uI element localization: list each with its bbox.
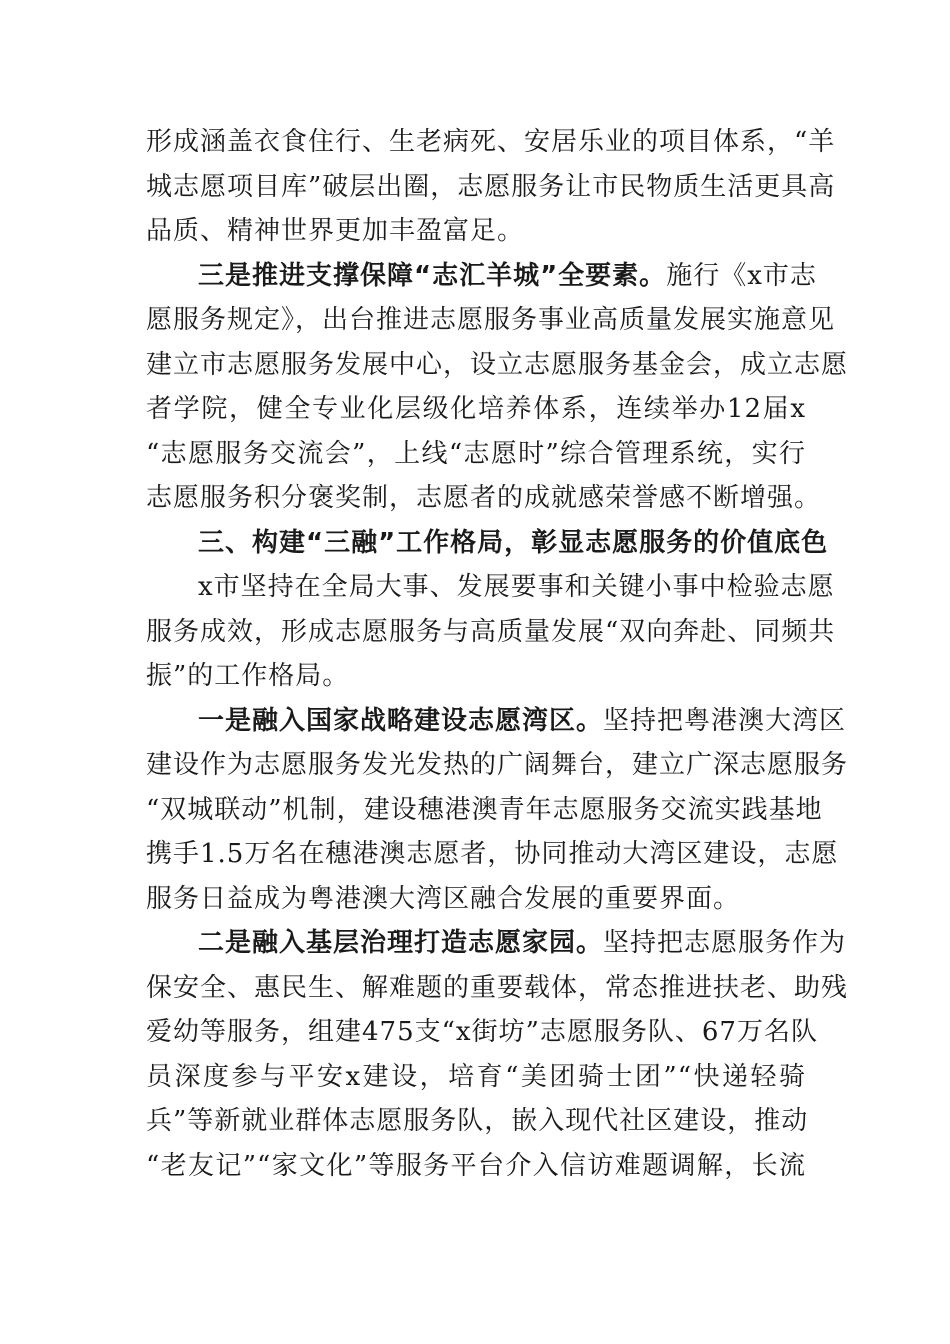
text-run: 坚持把粤港澳大湾区 (603, 705, 847, 736)
text-line: x市坚持在全局大事、发展要事和关键小事中检验志愿 (198, 572, 835, 602)
text-line: “双城联动”机制，建设穗港澳青年志愿服务交流实践基地 (146, 794, 823, 825)
body-text (146, 120, 849, 1188)
text-line: “老友记”“家文化”等服务平台介入信访难题调解，长流 (146, 1150, 806, 1181)
text-line: 建立市志愿服务发展中心，设立志愿服务基金会，成立志愿 (146, 349, 849, 380)
paragraph-lead: 二是融入基层治理打造志愿家园。 (198, 928, 604, 958)
text-line: 服务日益成为粤港澳大湾区融合发展的重要界面。 (146, 883, 741, 914)
text-line: 愿服务规定》，出台推进志愿服务事业高质量发展实施意见 (146, 305, 836, 335)
text-line: 保安全、惠民生、解难题的重要载体，常态推进扶老、助残 (146, 972, 849, 1003)
text-run: 坚持把志愿服务作为 (603, 928, 847, 958)
text-line: 形成涵盖衣食住行、生老病死、安居乐业的项目体系，“羊 (146, 127, 836, 157)
text-run: 施行《x市志 (666, 260, 817, 291)
text-line: 品质、精神世界更加丰盈富足。 (146, 216, 525, 246)
text-line: 者学院，健全专业化层级化培养体系，连续举办12届x (146, 394, 806, 424)
text-line: 携手1.5万名在穗港澳志愿者，协同推动大湾区建设，志愿 (146, 839, 839, 869)
text-line: 服务成效，形成志愿服务与高质量发展“双向奔赴、同频共 (146, 616, 836, 647)
paragraph-first-line (146, 254, 817, 299)
text-line: 志愿服务积分褒奖制，志愿者的成就感荣誉感不断增强。 (146, 483, 822, 513)
section-heading: 三、构建“三融”工作格局，彰显志愿服务的价值底色 (198, 527, 829, 558)
text-line: “志愿服务交流会”，上线“志愿时”综合管理系统，实行 (146, 438, 806, 469)
text-line: 建设作为志愿服务发光发热的广阔舞台，建立广深志愿服务 (146, 750, 849, 780)
text-line: 爱幼等服务，组建475支“x街坊”志愿服务队、67万名队 (146, 1017, 818, 1047)
paragraph-lead: 一是融入国家战略建设志愿湾区。 (198, 705, 604, 736)
paragraph-first-line (146, 921, 847, 966)
paragraph-lead: 三是推进支撑保障“志汇羊城”全要素。 (198, 260, 667, 291)
text-line: 城志愿项目库”破层出圈，志愿服务让市民物质生活更具高 (146, 171, 836, 202)
text-line: 兵”等新就业群体志愿服务队，嵌入现代社区建设，推动 (146, 1106, 809, 1136)
text-line: 员深度参与平安x建设，培育“美团骑士团”“快递轻骑 (146, 1061, 806, 1092)
paragraph-first-line (146, 699, 847, 744)
text-line: 振”的工作格局。 (146, 661, 350, 691)
